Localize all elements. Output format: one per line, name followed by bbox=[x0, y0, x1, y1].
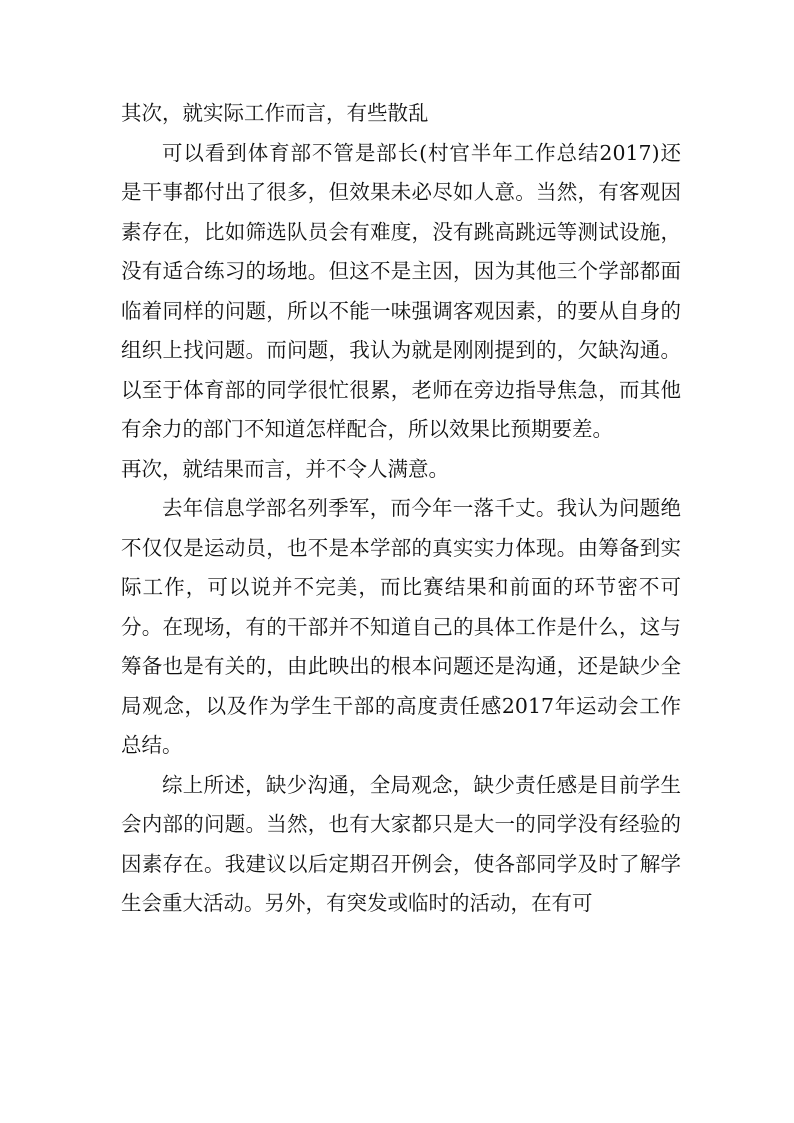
document-body bbox=[121, 94, 681, 924]
paragraph-5: 综上所述，缺少沟通，全局观念，缺少责任感是目前学生会内部的问题。当然，也有大家都只是大一的同学没有经验的因素存在。我建议以后定期召开例会，使各部同学及时了解学生会重大活动。另外，有突发或临时的活动，在有可 bbox=[121, 772, 681, 915]
paragraph-3: 再次，就结果而言，并不令人满意。 bbox=[121, 456, 449, 481]
paragraph-2: 可以看到体育部不管是部长(村官半年工作总结2017)还是干事都付出了很多，但效果未必尽如人意。当然，有客观因素存在，比如筛选队员会有难度，没有跳高跳远等测试设施，没有适合练习的场地。但这不是主因，因为其他三个学部都面临着同样的问题，所以不能一味强调客观因素，的要从自身的组织上找问题。而问题，我认为就是刚刚提到的，欠缺沟通。以至于体育部的同学很忙很累，老师在旁边指导焦急，而其他有余力的部门不知道怎样配合，所以效果比预期要差。 bbox=[121, 140, 681, 441]
paragraph-4: 去年信息学部名列季军，而今年一落千丈。我认为问题绝不仅仅是运动员，也不是本学部的真实实力体现。由筹备到实际工作，可以说并不完美，而比赛结果和前面的环节密不可分。在现场，有的干部并不知道自己的具体工作是什么，这与筹备也是有关的，由此映出的根本问题还是沟通，还是缺少全局观念，以及作为学生干部的高度责任感2017年运动会工作总结。 bbox=[121, 496, 681, 757]
paragraph-1: 其次，就实际工作而言，有些散乱 bbox=[121, 101, 429, 125]
